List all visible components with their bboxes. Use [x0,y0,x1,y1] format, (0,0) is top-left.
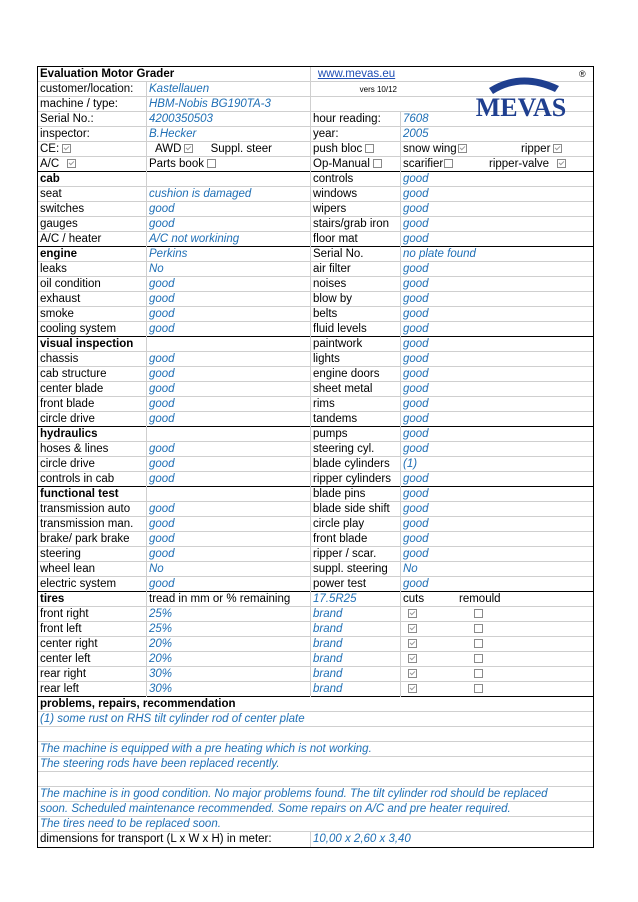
item-value: good [146,532,310,547]
item-label: air filter [310,262,400,277]
tire-checks [400,652,593,667]
inspection-row [38,487,593,502]
item-value: good [400,292,593,307]
item-label: electric system [40,578,117,590]
item-value: good [146,442,310,457]
item-label: oil condition [40,278,101,290]
item-value: no plate found [400,247,593,262]
info-label: Serial No.: [40,113,94,125]
info-label: customer/location: [40,83,134,95]
ripper-valve-checkbox[interactable] [557,159,566,168]
tire-brand: brand [310,607,400,622]
tire-row [38,652,593,667]
tire-row [38,607,593,622]
inspection-row [38,562,593,577]
tire-remaining: 20% [146,652,310,667]
website-link[interactable]: www.mevas.eu [310,67,400,82]
cuts-checkbox[interactable] [408,609,417,618]
snow-wing-cell [400,142,593,157]
tires-heading: tires [40,593,65,605]
suppl-steer-label: Suppl. steer [210,143,272,155]
problem-line [38,772,593,787]
tire-brand: brand [310,637,400,652]
push-bloc-label: push bloc [313,143,363,155]
item-label: circle drive [40,413,95,425]
cuts-checkbox[interactable] [408,669,417,678]
item-value: good [400,532,593,547]
item-value: No [146,562,310,577]
problem-line-row [38,772,593,787]
item-label: front blade [310,532,400,547]
inspection-row [38,457,593,472]
inspection-sections [38,172,593,592]
inspection-row [38,382,593,397]
item-value: good [400,397,593,412]
item-value: good [400,472,593,487]
tire-brand: brand [310,667,400,682]
item-value: good [146,217,310,232]
tire-checks [400,607,593,622]
inspection-row [38,337,593,352]
options-row-2 [38,157,593,172]
inspection-row [38,172,593,187]
parts-book-label: Parts book [149,158,204,170]
item-label: paintwork [310,337,400,352]
item-value: good [400,367,593,382]
item-value: good [146,502,310,517]
awd-checkbox[interactable] [184,144,193,153]
problem-line: The tires need to be replaced soon. [40,818,221,830]
remould-checkbox[interactable] [474,669,483,678]
problem-line-row [38,787,593,802]
remould-checkbox[interactable] [474,684,483,693]
info-value: B.Hecker [146,127,310,142]
logo-text: MEVAS [475,93,567,122]
item-label: windows [310,187,400,202]
item-value: good [146,352,310,367]
info-value: 7608 [400,112,593,127]
awd-label: AWD [155,143,182,155]
scarifier-checkbox[interactable] [444,159,453,168]
item-value: good [400,517,593,532]
item-label: cooling system [40,323,117,335]
remould-checkbox[interactable] [474,609,483,618]
tire-checks [400,682,593,697]
inspection-row [38,262,593,277]
info-label: hour reading: [310,112,400,127]
item-value: good [146,277,310,292]
op-manual-label: Op-Manual [313,158,370,170]
ce-label: CE: [40,143,60,155]
remould-checkbox[interactable] [474,639,483,648]
inspection-row [38,247,593,262]
item-label: stairs/grab iron [310,217,400,232]
problem-line: The machine is in good condition. No major problems found. The tilt cylinder rod should be replaced [40,788,548,800]
remould-checkbox[interactable] [474,654,483,663]
item-label: rims [310,397,400,412]
item-value: good [400,442,593,457]
inspection-row [38,202,593,217]
section-heading: engine [40,248,78,260]
remould-label: remould [459,593,501,605]
item-label: power test [310,577,400,592]
problem-line-row [38,817,593,832]
item-value: good [400,217,593,232]
inspection-row [38,577,593,592]
inspection-row [38,352,593,367]
item-value [146,337,310,352]
item-value: good [400,277,593,292]
item-label: wheel lean [40,563,95,575]
cuts-checkbox[interactable] [408,654,417,663]
item-label: gauges [40,218,78,230]
ac-cell [38,157,146,172]
item-value: good [400,307,593,322]
item-value: good [146,412,310,427]
op-manual-cell [310,157,400,172]
section-heading: visual inspection [40,338,134,350]
item-value: good [146,577,310,592]
item-value: (1) [400,457,593,472]
problem-line-row [38,742,593,757]
item-label: sheet metal [310,382,400,397]
item-label: blow by [310,292,400,307]
snow-wing-checkbox[interactable] [458,144,467,153]
ripper-valve-label: ripper-valve [489,158,550,170]
problems-header-row [38,697,593,712]
item-label: transmission auto [40,503,131,515]
item-label: blade side shift [310,502,400,517]
item-label: cab structure [40,368,107,380]
problems-lines [38,712,593,832]
ripper-checkbox[interactable] [553,144,562,153]
item-label: ripper / scar. [310,547,400,562]
item-value: good [146,547,310,562]
info-label: year: [310,127,400,142]
dimensions-row [38,832,593,847]
tire-remaining: 30% [146,682,310,697]
item-label: circle drive [40,458,95,470]
inspection-row [38,217,593,232]
remould-checkbox[interactable] [474,624,483,633]
ripper-valve-group [489,157,566,172]
problem-line-row [38,727,593,742]
inspection-row [38,397,593,412]
item-value: A/C not workining [146,232,310,247]
item-value: good [400,412,593,427]
item-label: front blade [40,398,95,410]
item-label: Serial No. [310,247,400,262]
options-row-1 [38,142,593,157]
snow-wing-label: snow wing [403,143,457,155]
item-value: No [146,262,310,277]
info-value: 4200350503 [146,112,310,127]
ac-checkbox[interactable] [67,159,76,168]
item-label: noises [310,277,400,292]
item-value: good [400,382,593,397]
tire-brand: brand [310,652,400,667]
inspection-row [38,322,593,337]
item-label: lights [310,352,400,367]
item-value: Perkins [146,247,310,262]
problem-line: (1) some rust on RHS tilt cylinder rod of center plate [40,713,305,725]
item-label: blade cylinders [310,457,400,472]
cuts-checkbox[interactable] [408,624,417,633]
inspection-row [38,547,593,562]
info-label: machine / type: [40,98,118,110]
problems-heading: problems, repairs, recommendation [40,698,236,710]
item-label: ripper cylinders [310,472,400,487]
tire-brand: brand [310,622,400,637]
item-label: A/C / heater [40,233,102,245]
problem-line: The steering rods have been replaced recently. [40,758,280,770]
item-label: pumps [310,427,400,442]
item-label: blade pins [310,487,400,502]
inspection-row [38,532,593,547]
ce-checkbox[interactable] [62,144,71,153]
item-value: cushion is damaged [146,187,310,202]
info-value: HBM-Nobis BG190TA-3 [146,97,310,112]
tire-remaining: 25% [146,607,310,622]
item-value [146,427,310,442]
item-value: good [400,547,593,562]
item-label: seat [40,188,62,200]
item-value: good [400,577,593,592]
empty-cell [310,97,400,112]
cuts-remould-header [400,592,593,607]
problem-line-row [38,712,593,727]
item-label: tandems [310,412,400,427]
item-label: chassis [40,353,79,365]
item-value: good [400,352,593,367]
ac-label: A/C [40,158,60,170]
tread-label: tread in mm or % remaining [146,592,310,607]
cuts-checkbox[interactable] [408,639,417,648]
section-heading: cab [40,173,60,185]
inspection-row [38,427,593,442]
section-heading: hydraulics [40,428,98,440]
tire-checks [400,667,593,682]
tire-row [38,637,593,652]
problem-line-row [38,802,593,817]
scarifier-cell [400,157,593,172]
item-value: good [400,487,593,502]
item-value: good [146,382,310,397]
form-title: Evaluation Motor Grader [40,68,175,80]
item-label: wipers [310,202,400,217]
item-label: switches [40,203,85,215]
item-label: exhaust [40,293,81,305]
dimensions-value: 10,00 x 2,60 x 3,40 [310,832,593,847]
tire-position: front right [40,608,89,620]
evaluation-sheet [37,66,594,848]
item-label: hoses & lines [40,443,109,455]
item-value: good [400,262,593,277]
item-value: good [146,367,310,382]
inspection-row [38,412,593,427]
tire-remaining: 30% [146,667,310,682]
inspection-row [38,442,593,457]
item-value: good [400,202,593,217]
push-bloc-cell [310,142,400,157]
tires-header-row [38,592,593,607]
item-label: controls [310,172,400,187]
cuts-label: cuts [403,593,425,605]
problem-line: The machine is equipped with a pre heating which is not working. [40,743,372,755]
tire-position: front left [40,623,82,635]
tire-row [38,622,593,637]
item-value: good [146,292,310,307]
tire-remaining: 25% [146,622,310,637]
info-value: 2005 [400,127,593,142]
inspection-row [38,367,593,382]
ce-cell [38,142,146,157]
tire-brand: brand [310,682,400,697]
item-label: transmission man. [40,518,134,530]
item-label: center blade [40,383,104,395]
cuts-checkbox[interactable] [408,684,417,693]
item-label: circle play [310,517,400,532]
logo-arc [489,77,559,94]
item-value: good [400,427,593,442]
item-label: engine doors [310,367,400,382]
item-value: good [146,397,310,412]
problem-line [38,727,593,742]
inspection-row [38,277,593,292]
inspection-row [38,232,593,247]
tire-row [38,682,593,697]
item-label: suppl. steering [310,562,400,577]
tire-position: center left [40,653,91,665]
tire-row [38,667,593,682]
item-label: controls in cab [40,473,115,485]
item-value: No [400,562,593,577]
section-heading: functional test [40,488,119,500]
item-label: steering [40,548,81,560]
item-value: good [400,322,593,337]
dimensions-label: dimensions for transport (L x W x H) in meter: [40,833,272,845]
item-label: fluid levels [310,322,400,337]
tire-checks [400,637,593,652]
item-label: belts [310,307,400,322]
item-value: good [400,232,593,247]
item-value: good [146,307,310,322]
item-value: good [400,337,593,352]
item-value: good [146,322,310,337]
item-value: good [400,172,593,187]
item-label: smoke [40,308,74,320]
info-value: Kastellauen [146,82,310,97]
item-value: good [400,502,593,517]
scarifier-label: scarifier [403,158,444,170]
tire-remaining: 20% [146,637,310,652]
tire-rows [38,607,593,697]
tire-position: rear right [40,668,87,680]
push-bloc-checkbox[interactable] [365,144,374,153]
item-value: good [146,472,310,487]
item-value: good [146,517,310,532]
ripper-group [521,142,562,157]
tire-checks [400,622,593,637]
item-label: steering cyl. [310,442,400,457]
item-label: brake/ park brake [40,533,130,545]
inspection-row [38,292,593,307]
ripper-label: ripper [521,143,551,155]
op-manual-checkbox[interactable] [373,159,382,168]
registered-mark: ® [579,69,586,79]
tire-position: center right [40,638,98,650]
inspection-row [38,307,593,322]
item-value [146,172,310,187]
tire-size: 17.5R25 [310,592,400,607]
inspection-row [38,472,593,487]
inspection-row [38,502,593,517]
problem-line-row [38,757,593,772]
info-row [38,127,593,142]
version-label: vers 10/12 [310,82,400,97]
tire-position: rear left [40,683,79,695]
inspection-row [38,517,593,532]
parts-book-cell [146,157,310,172]
logo-graphic [449,66,592,126]
item-value [146,487,310,502]
inspection-row [38,187,593,202]
item-label: floor mat [310,232,400,247]
mevas-logo [449,66,592,126]
item-value: good [400,187,593,202]
item-value: good [146,457,310,472]
item-label: leaks [40,263,67,275]
problem-line: soon. Scheduled maintenance recommended. Some repairs on A/C and pre heater required. [40,803,511,815]
awd-cell [146,142,310,157]
parts-book-checkbox[interactable] [207,159,216,168]
info-label: inspector: [40,128,90,140]
item-value: good [146,202,310,217]
